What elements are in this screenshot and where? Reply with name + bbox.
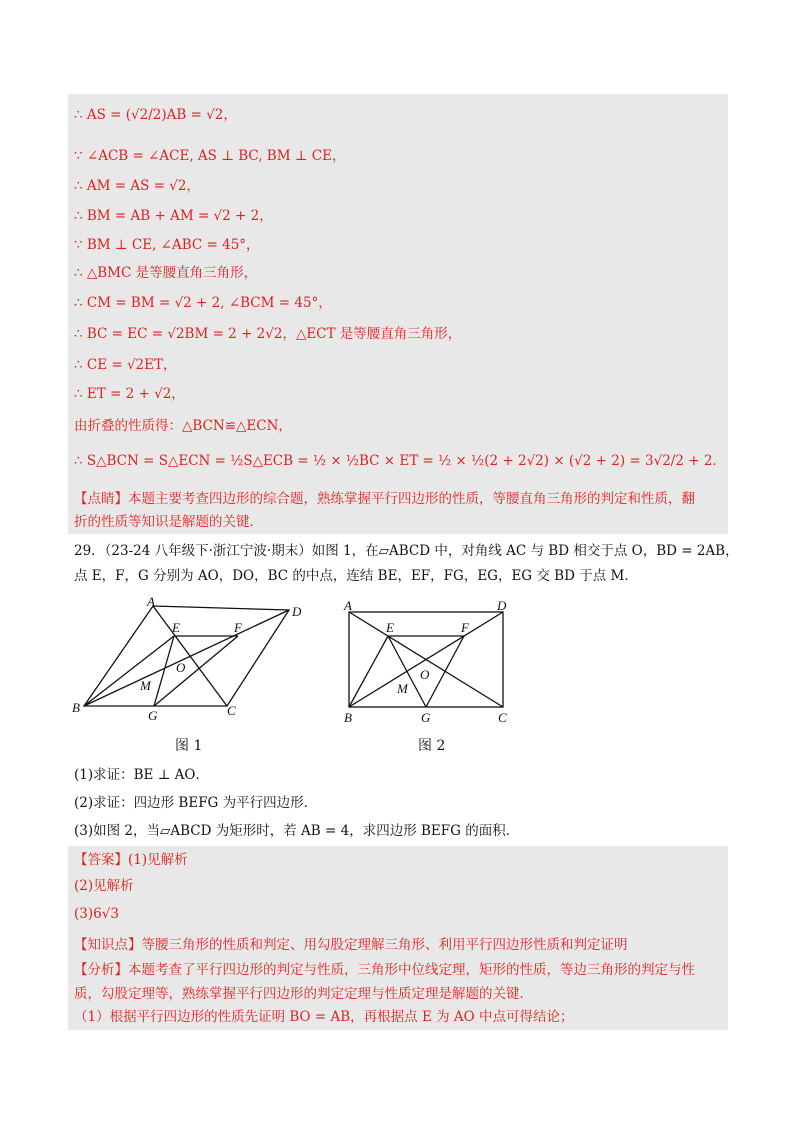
dianjing-line: 折的性质等知识是解题的关键．	[74, 514, 263, 530]
figure-1	[70, 592, 320, 732]
question-line: 点 E，F，G 分别为 AO，DO，BC 的中点，连结 BE，EF，FG，EG，EG 交 BD 于点 M．	[74, 568, 638, 584]
answer-line: 【答案】(1)见解析	[74, 852, 188, 868]
label-f: F	[461, 620, 469, 635]
label-m: M	[397, 681, 408, 696]
label-e: E	[386, 620, 394, 635]
label-a: A	[344, 598, 352, 613]
solution-line: ∴ CM = BM = √2 + 2, ∠BCM = 45°，	[74, 295, 332, 311]
label-g: G	[148, 708, 158, 723]
solution-line: ∴ S△BCN = S△ECN = ½S△ECB = ½ × ½BC × ET = ½ × ½(2 + 2√2) × (√2 + 2) = 3√2/2 + 2．	[74, 453, 726, 469]
segment-eg	[154, 636, 174, 706]
solution-line: ∴ CE = √2ET，	[74, 357, 177, 373]
solution-line: 由折叠的性质得：△BCN≌△ECN，	[74, 418, 292, 434]
solution-line: ∵ ∠ACB = ∠ACE, AS ⊥ BC, BM ⊥ CE，	[74, 148, 346, 164]
segment-be	[349, 636, 388, 707]
solution-line: ∴ △BMC 是等腰直角三角形，	[74, 265, 258, 281]
figure-2-caption: 图 2	[418, 738, 446, 754]
label-o: O	[176, 660, 186, 675]
answer-line: (2)见解析	[74, 878, 134, 894]
label-c: C	[498, 710, 507, 725]
label-f: F	[234, 620, 242, 635]
solution-line: ∴ BC = EC = √2BM = 2 + 2√2，△ECT 是等腰直角三角形，	[74, 326, 462, 342]
figure-2	[340, 592, 530, 732]
solution-line: ∴ BM = AB + AM = √2 + 2，	[74, 208, 273, 224]
label-d: D	[497, 598, 507, 613]
solution-line: ∴ AM = AS = √2，	[74, 178, 200, 194]
label-a: A	[147, 594, 155, 609]
analysis-line: 质，勾股定理等，熟练掌握平行四边形的判定定理与性质定理是解题的关键．	[74, 986, 533, 1002]
dianjing-line: 【点睛】本题主要考查四边形的综合题，熟练掌握平行四边形的性质，等腰直角三角形的判定和性质，翻	[74, 491, 695, 507]
segment-fg	[426, 636, 464, 707]
label-e: E	[172, 620, 180, 635]
question-part-2: (2)求证：四边形 BEFG 为平行四边形．	[74, 795, 318, 811]
question-part-3: (3)如图 2，当▱ABCD 为矩形时，若 AB = 4，求四边形 BEFG 的面积．	[74, 823, 520, 839]
label-d: D	[292, 604, 302, 619]
question-part-1: (1)求证：BE ⊥ AO．	[74, 767, 209, 783]
answer-line: (3)6√3	[74, 906, 119, 922]
figure-1-caption: 图 1	[175, 738, 203, 754]
question-line: 29．（23-24 八年级下·浙江宁波·期末）如图 1，在▱ABCD 中，对角线 AC 与 BD 相交于点 O，BD = 2AB，	[74, 543, 739, 559]
label-b: B	[344, 710, 352, 725]
label-c: C	[227, 703, 236, 718]
solution-line: ∵ BM ⊥ CE, ∠ABC = 45°，	[74, 237, 260, 253]
label-m: M	[140, 678, 151, 693]
segment-fg	[154, 636, 238, 706]
segment-be	[84, 636, 174, 706]
solution-line: ∴ ET = 2 + √2，	[74, 386, 185, 402]
label-b: B	[72, 700, 80, 715]
label-g: G	[421, 710, 431, 725]
solution-line: ∴ AS = (√2/2)AB = √2，	[74, 107, 237, 123]
analysis-line: 【分析】本题考查了平行四边形的判定与性质，三角形中位线定理，矩形的性质，等边三角形的判定与性	[74, 962, 695, 978]
label-o: O	[420, 667, 430, 682]
knowledge-line: 【知识点】等腰三角形的性质和判定、用勾股定理解三角形、利用平行四边形性质和判定证明	[74, 937, 628, 953]
analysis-line: （1）根据平行四边形的性质先证明 BO = AB，再根据点 E 为 AO 中点可得结论；	[74, 1009, 574, 1025]
